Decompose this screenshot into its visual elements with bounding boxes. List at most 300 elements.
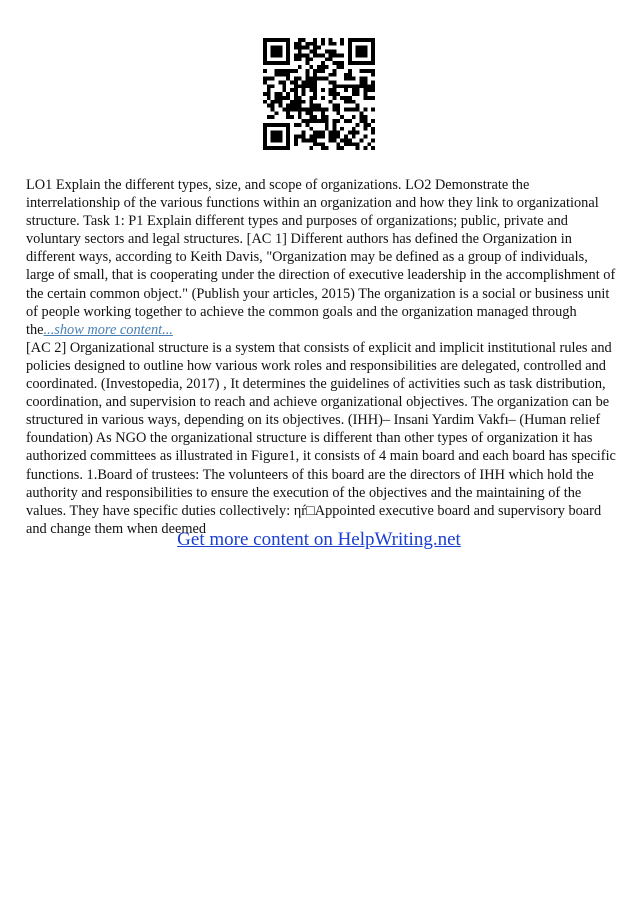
qr-module (305, 80, 309, 84)
qr-module (371, 53, 375, 57)
qr-module (286, 57, 290, 61)
qr-module (267, 38, 271, 42)
qr-module (294, 42, 298, 46)
qr-module (263, 135, 267, 139)
qr-module (329, 92, 333, 96)
qr-module (305, 84, 309, 88)
qr-module (305, 123, 309, 127)
qr-module (302, 100, 306, 104)
qr-module (336, 131, 340, 135)
qr-module (278, 104, 282, 108)
qr-module (302, 46, 306, 50)
qr-module (271, 108, 275, 112)
qr-module (298, 108, 302, 112)
qr-module (333, 84, 337, 88)
qr-module (294, 57, 298, 61)
qr-module (325, 119, 329, 123)
qr-module (275, 100, 279, 104)
qr-module (309, 96, 313, 100)
paragraph-2: [AC 2] Organizational structure is a system that consists of explicit and implicit institutional rules and policies designed to outline how various work roles and responsibilities are delegated, controlled and coordinated. (Investopedia, 2017) , It determines the guidelines of activities such as task distribution, coordination, and supervision to reach and achieve organizational objectives. The organization can be structured in various ways, depending on its objectives. (IHH)– Insani Yardim Vakfı– (Human relief foundation) As NGO the organizational structure is different than other types of organization it has authorized committees as illustrated in Figure1, it consists of 4 main board and each board has specific functions. 1.Board of trustees: The volunteers of this board are the directors of IHH which hold the authority and responsibilities to ensure the execution of the objectives and the maintaining of the values. They have specific duties collectively: ηŕ□Appointed executive board and supervisory board and change them when deemed (26, 339, 616, 537)
qr-module (305, 69, 309, 73)
qr-module (271, 146, 275, 150)
qr-module (352, 135, 356, 139)
qr-module (286, 61, 290, 65)
qr-module (356, 38, 360, 42)
qr-module (325, 65, 329, 69)
qr-module (263, 100, 267, 104)
qr-module (352, 115, 356, 119)
qr-module (344, 119, 348, 123)
qr-module (286, 96, 290, 100)
qr-module (352, 142, 356, 146)
qr-module (329, 38, 333, 42)
qr-module (282, 69, 286, 73)
qr-module (348, 84, 352, 88)
qr-module (275, 69, 279, 73)
qr-module (325, 50, 329, 54)
qr-module (286, 131, 290, 135)
qr-module (286, 123, 290, 127)
qr-module (325, 57, 329, 61)
qr-module (371, 127, 375, 131)
qr-module (360, 50, 364, 54)
qr-module (313, 104, 317, 108)
qr-module (271, 104, 275, 108)
qr-module (294, 104, 298, 108)
qr-module (336, 65, 340, 69)
qr-module (371, 96, 375, 100)
qr-module (348, 53, 352, 57)
qr-module (298, 42, 302, 46)
qr-module (317, 142, 321, 146)
qr-module (278, 146, 282, 150)
qr-module (282, 73, 286, 77)
helpwriting-link[interactable]: Get more content on HelpWriting.net (177, 529, 461, 550)
qr-module (336, 61, 340, 65)
qr-module (321, 115, 325, 119)
qr-module (352, 84, 356, 88)
qr-module (329, 57, 333, 61)
qr-module (344, 84, 348, 88)
qr-module (267, 77, 271, 81)
qr-module (278, 96, 282, 100)
qr-module (363, 84, 367, 88)
qr-module (356, 53, 360, 57)
qr-module (333, 42, 337, 46)
qr-module (321, 146, 325, 150)
qr-module (275, 53, 279, 57)
qr-module (356, 84, 360, 88)
qr-module (313, 119, 317, 123)
qr-module (271, 77, 275, 81)
qr-module (286, 146, 290, 150)
qr-module (309, 111, 313, 115)
qr-module (356, 88, 360, 92)
qr-module (344, 138, 348, 142)
qr-module (371, 50, 375, 54)
qr-module (309, 88, 313, 92)
qr-module (317, 77, 321, 81)
qr-module (344, 135, 348, 139)
qr-module (302, 84, 306, 88)
show-more-link[interactable]: ...show more content... (43, 321, 173, 338)
qr-module (267, 84, 271, 88)
qr-module (286, 127, 290, 131)
qr-module (325, 146, 329, 150)
qr-module (271, 115, 275, 119)
qr-module (344, 108, 348, 112)
qr-module (263, 146, 267, 150)
qr-module (298, 111, 302, 115)
qr-module (371, 69, 375, 73)
qr-module (344, 100, 348, 104)
qr-module (302, 138, 306, 142)
qr-module (294, 92, 298, 96)
qr-module (305, 61, 309, 65)
qr-module (271, 138, 275, 142)
qr-module (286, 104, 290, 108)
qr-module (298, 53, 302, 57)
qr-module (356, 123, 360, 127)
qr-module (298, 77, 302, 81)
qr-module (363, 50, 367, 54)
qr-module (302, 135, 306, 139)
qr-module (282, 61, 286, 65)
qr-module (333, 88, 337, 92)
qr-module (348, 69, 352, 73)
qr-module (302, 53, 306, 57)
qr-module (263, 92, 267, 96)
qr-module (348, 100, 352, 104)
qr-module (271, 100, 275, 104)
qr-module (321, 119, 325, 123)
qr-module (340, 115, 344, 119)
qr-module (298, 96, 302, 100)
qr-module (321, 77, 325, 81)
qr-module (348, 108, 352, 112)
qr-module (286, 42, 290, 46)
qr-module (309, 65, 313, 69)
qr-module (275, 38, 279, 42)
qr-module (344, 73, 348, 77)
paragraph-1-text: LO1 Explain the different types, size, and scope of organizations. LO2 Demonstrate the interrelationship of the various functions within an organization and how they link to organizational structure. Task 1: P1 Explain different types and purposes of organizations; public, private and voluntary sectors and legal structures. [AC 1] Different authors has defined the Organization in different ways, according to Keith Davis, "Organization may be defined as a group of individuals, large of small, that is cooperating under the direction of executive leadership in the accomplishment of the certain common object." (Publish your articles, 2015) The organization is a social or business unit of people working together to achieve the common goals and the organization managed through the (26, 177, 616, 338)
qr-module (340, 84, 344, 88)
qr-module (302, 119, 306, 123)
qr-module (309, 57, 313, 61)
qr-module (309, 108, 313, 112)
qr-module (298, 100, 302, 104)
qr-module (329, 53, 333, 57)
qr-module (309, 77, 313, 81)
qr-module (271, 84, 275, 88)
qr-module (356, 61, 360, 65)
qr-module (290, 104, 294, 108)
qr-module (321, 131, 325, 135)
qr-module (348, 138, 352, 142)
qr-module (340, 65, 344, 69)
qr-module (363, 108, 367, 112)
qr-module (325, 123, 329, 127)
qr-module (267, 92, 271, 96)
qr-module (263, 127, 267, 131)
qr-module (371, 46, 375, 50)
qr-module (352, 127, 356, 131)
qr-module (286, 108, 290, 112)
qr-module (282, 146, 286, 150)
qr-module (286, 92, 290, 96)
qr-module (360, 84, 364, 88)
qr-module (363, 96, 367, 100)
qr-module (275, 123, 279, 127)
qr-module (263, 142, 267, 146)
qr-module (352, 88, 356, 92)
qr-module (333, 80, 337, 84)
qr-module (367, 69, 371, 73)
qr-module (263, 69, 267, 73)
qr-module (298, 50, 302, 54)
qr-module (333, 138, 337, 142)
qr-module (336, 119, 340, 123)
qr-module (363, 119, 367, 123)
qr-module (371, 138, 375, 142)
qr-module (309, 146, 313, 150)
qr-module (286, 38, 290, 42)
qr-module (360, 119, 364, 123)
qr-module (313, 46, 317, 50)
qr-module (363, 127, 367, 131)
qr-module (278, 38, 282, 42)
qr-module (352, 38, 356, 42)
qr-module (371, 88, 375, 92)
qr-module (305, 77, 309, 81)
qr-module (313, 80, 317, 84)
qr-module (325, 115, 329, 119)
qr-module (363, 115, 367, 119)
qr-module (263, 53, 267, 57)
qr-module (352, 92, 356, 96)
qr-module (317, 119, 321, 123)
qr-module (333, 131, 337, 135)
qr-module (282, 123, 286, 127)
qr-module (329, 42, 333, 46)
qr-module (317, 65, 321, 69)
qr-module (302, 108, 306, 112)
qr-module (367, 38, 371, 42)
qr-module (363, 61, 367, 65)
qr-module (356, 50, 360, 54)
qr-module (305, 53, 309, 57)
qr-module (290, 80, 294, 84)
qr-module (317, 104, 321, 108)
qr-module (321, 111, 325, 115)
qr-module (356, 131, 360, 135)
qr-module (305, 73, 309, 77)
qr-module (321, 135, 325, 139)
qr-module (352, 61, 356, 65)
qr-module (298, 84, 302, 88)
qr-module (278, 46, 282, 50)
qr-module (321, 108, 325, 112)
qr-module (317, 69, 321, 73)
qr-module (298, 135, 302, 139)
qr-module (286, 69, 290, 73)
qr-module (278, 138, 282, 142)
qr-module (275, 73, 279, 77)
qr-module (309, 50, 313, 54)
qr-module (348, 46, 352, 50)
qr-module (333, 108, 337, 112)
qr-code[interactable] (263, 38, 375, 150)
qr-module (313, 42, 317, 46)
qr-module (367, 84, 371, 88)
qr-module (363, 38, 367, 42)
qr-module (286, 53, 290, 57)
qr-module (278, 53, 282, 57)
qr-module (356, 142, 360, 146)
qr-module (333, 104, 337, 108)
qr-module (313, 135, 317, 139)
qr-module (286, 77, 290, 81)
qr-module (282, 88, 286, 92)
qr-module (363, 53, 367, 57)
qr-module (286, 115, 290, 119)
qr-module (344, 142, 348, 146)
qr-module (278, 92, 282, 96)
qr-module (302, 80, 306, 84)
qr-module (333, 73, 337, 77)
qr-module (302, 88, 306, 92)
qr-module (321, 61, 325, 65)
qr-module (278, 61, 282, 65)
qr-module (344, 88, 348, 92)
qr-module (271, 38, 275, 42)
qr-module (275, 96, 279, 100)
qr-module (282, 108, 286, 112)
qr-module (263, 138, 267, 142)
qr-module (305, 111, 309, 115)
qr-module (356, 92, 360, 96)
qr-module (267, 96, 271, 100)
qr-module (263, 61, 267, 65)
qr-module (305, 119, 309, 123)
qr-module (275, 46, 279, 50)
qr-module (275, 92, 279, 96)
qr-module (278, 80, 282, 84)
qr-module (271, 53, 275, 57)
qr-module (286, 138, 290, 142)
qr-module (294, 53, 298, 57)
qr-module (333, 96, 337, 100)
qr-module (294, 100, 298, 104)
qr-module (367, 142, 371, 146)
qr-module (275, 61, 279, 65)
qr-module (340, 138, 344, 142)
qr-module (313, 50, 317, 54)
qr-module (348, 96, 352, 100)
qr-module (321, 69, 325, 73)
qr-module (344, 96, 348, 100)
qr-module (298, 123, 302, 127)
qr-module (275, 135, 279, 139)
qr-module (360, 138, 364, 142)
qr-module (363, 77, 367, 81)
qr-module (360, 61, 364, 65)
qr-module (278, 50, 282, 54)
qr-module (313, 53, 317, 57)
qr-module (340, 38, 344, 42)
qr-module (278, 73, 282, 77)
qr-module (263, 80, 267, 84)
qr-module (263, 38, 267, 42)
qr-module (309, 100, 313, 104)
qr-module (336, 142, 340, 146)
qr-module (367, 61, 371, 65)
qr-module (340, 53, 344, 57)
qr-module (317, 135, 321, 139)
qr-module (356, 146, 360, 150)
qr-module (333, 50, 337, 54)
qr-module (263, 42, 267, 46)
qr-module (275, 50, 279, 54)
qr-module (367, 88, 371, 92)
qr-module (290, 115, 294, 119)
qr-module (329, 80, 333, 84)
qr-module (321, 65, 325, 69)
qr-module (356, 46, 360, 50)
qr-module (348, 131, 352, 135)
qr-module (275, 138, 279, 142)
qr-module (294, 80, 298, 84)
qr-module (278, 69, 282, 73)
qr-module (313, 142, 317, 146)
qr-module (333, 92, 337, 96)
qr-module (275, 111, 279, 115)
qr-module (363, 69, 367, 73)
qr-module (340, 42, 344, 46)
qr-module (336, 111, 340, 115)
qr-module (363, 88, 367, 92)
qr-module (305, 57, 309, 61)
qr-module (329, 131, 333, 135)
qr-module (294, 123, 298, 127)
qr-module (271, 135, 275, 139)
qr-module (321, 142, 325, 146)
qr-module (263, 50, 267, 54)
qr-module (278, 100, 282, 104)
qr-module (329, 50, 333, 54)
qr-module (363, 146, 367, 150)
qr-module (325, 77, 329, 81)
qr-module (298, 115, 302, 119)
qr-module (294, 84, 298, 88)
qr-module (321, 42, 325, 46)
qr-module (294, 88, 298, 92)
qr-module (321, 88, 325, 92)
qr-module (294, 96, 298, 100)
qr-module (344, 77, 348, 81)
qr-module (336, 92, 340, 96)
qr-module (325, 127, 329, 131)
qr-module (302, 131, 306, 135)
qr-module (271, 123, 275, 127)
qr-module (336, 146, 340, 150)
qr-module (333, 119, 337, 123)
qr-module (348, 50, 352, 54)
qr-module (348, 42, 352, 46)
qr-module (356, 108, 360, 112)
qr-module (298, 57, 302, 61)
qr-module (309, 80, 313, 84)
